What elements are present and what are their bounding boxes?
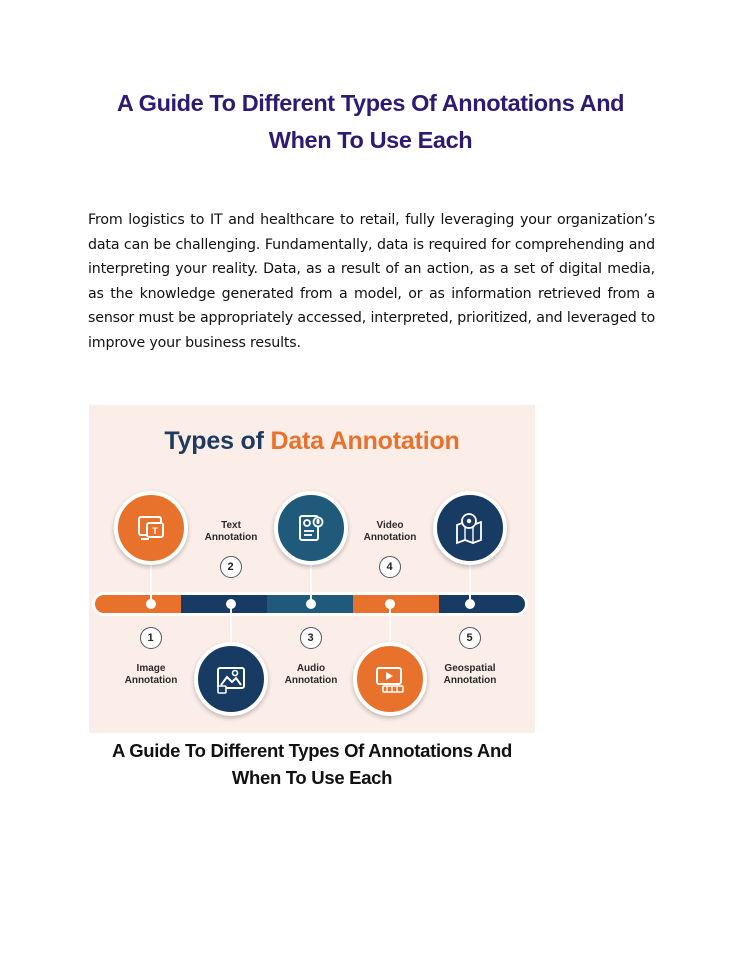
step-label-3-line-2: Annotation (284, 675, 338, 686)
infographic-title (89, 427, 535, 456)
timeline-segment-5 (439, 595, 525, 613)
step-label-1-line-1: Image (136, 663, 166, 674)
text-annotation-icon (214, 662, 248, 696)
step-label-4-line-1: Video (376, 520, 404, 531)
svg-text:T: T (152, 526, 158, 536)
image-caption-line-1: A Guide To Different Types Of Annotations And (112, 740, 512, 761)
step-label-2-line-2: Annotation (204, 532, 258, 543)
timeline-dot-4 (385, 599, 395, 609)
connector-2 (230, 604, 232, 644)
data-annotation-infographic (89, 405, 535, 733)
geospatial-annotation-circle (433, 491, 507, 565)
document-title-line-2: When To Use Each (268, 127, 473, 153)
timeline-segment-4 (353, 595, 439, 613)
step-number-4: 4 (379, 556, 401, 578)
step-number-2: 2 (220, 556, 242, 578)
timeline-dot-2 (226, 599, 236, 609)
video-annotation-circle (353, 642, 427, 716)
step-label-1-line-2: Annotation (124, 675, 178, 686)
step-label-3 (266, 663, 356, 687)
text-annotation-circle (194, 642, 268, 716)
document-title-line-1: A Guide To Different Types Of Annotations And (116, 90, 625, 116)
step-number-3: 3 (300, 627, 322, 649)
step-number-5: 5 (459, 627, 481, 649)
image-caption (89, 737, 535, 791)
timeline-dot-3 (306, 599, 316, 609)
timeline-dot-1 (146, 599, 156, 609)
step-label-5-line-2: Annotation (443, 675, 497, 686)
image-annotation-icon (134, 511, 168, 545)
step-label-2-line-1: Text (221, 520, 241, 531)
step-label-5-line-1: Geospatial (444, 663, 496, 674)
step-label-3-line-1: Audio (296, 663, 326, 674)
timeline-segment-1 (95, 595, 181, 613)
image-caption-line-2: When To Use Each (231, 767, 393, 788)
infographic-title-accent: Data Annotation (270, 427, 460, 455)
step-number-1: 1 (140, 627, 162, 649)
step-label-4 (345, 520, 435, 544)
infographic-title-main: Types of (164, 427, 271, 455)
timeline-dot-5 (465, 599, 475, 609)
audio-annotation-circle (274, 491, 348, 565)
step-label-2 (186, 520, 276, 544)
intro-paragraph: From logistics to IT and healthcare to retail, fully leveraging your organization’s data can be challenging. Fundamentally, data is required for comprehending and interpreting your reality. Data, as a result of an action, as a set of digital media, as the knowledge generated from a model, or as information retrieved from a sensor must be appropriately accessed, interpreted, prioritized, and leveraged to improve your business results. (88, 212, 655, 351)
video-annotation-icon (373, 662, 407, 696)
audio-annotation-icon (294, 511, 328, 545)
document-title (60, 85, 681, 159)
step-label-4-line-2: Annotation (363, 532, 417, 543)
image-annotation-circle (114, 491, 188, 565)
timeline-segment-2 (181, 595, 267, 613)
step-label-1 (106, 663, 196, 687)
step-label-5 (425, 663, 515, 687)
connector-4 (389, 604, 391, 644)
geospatial-annotation-icon (453, 511, 487, 545)
